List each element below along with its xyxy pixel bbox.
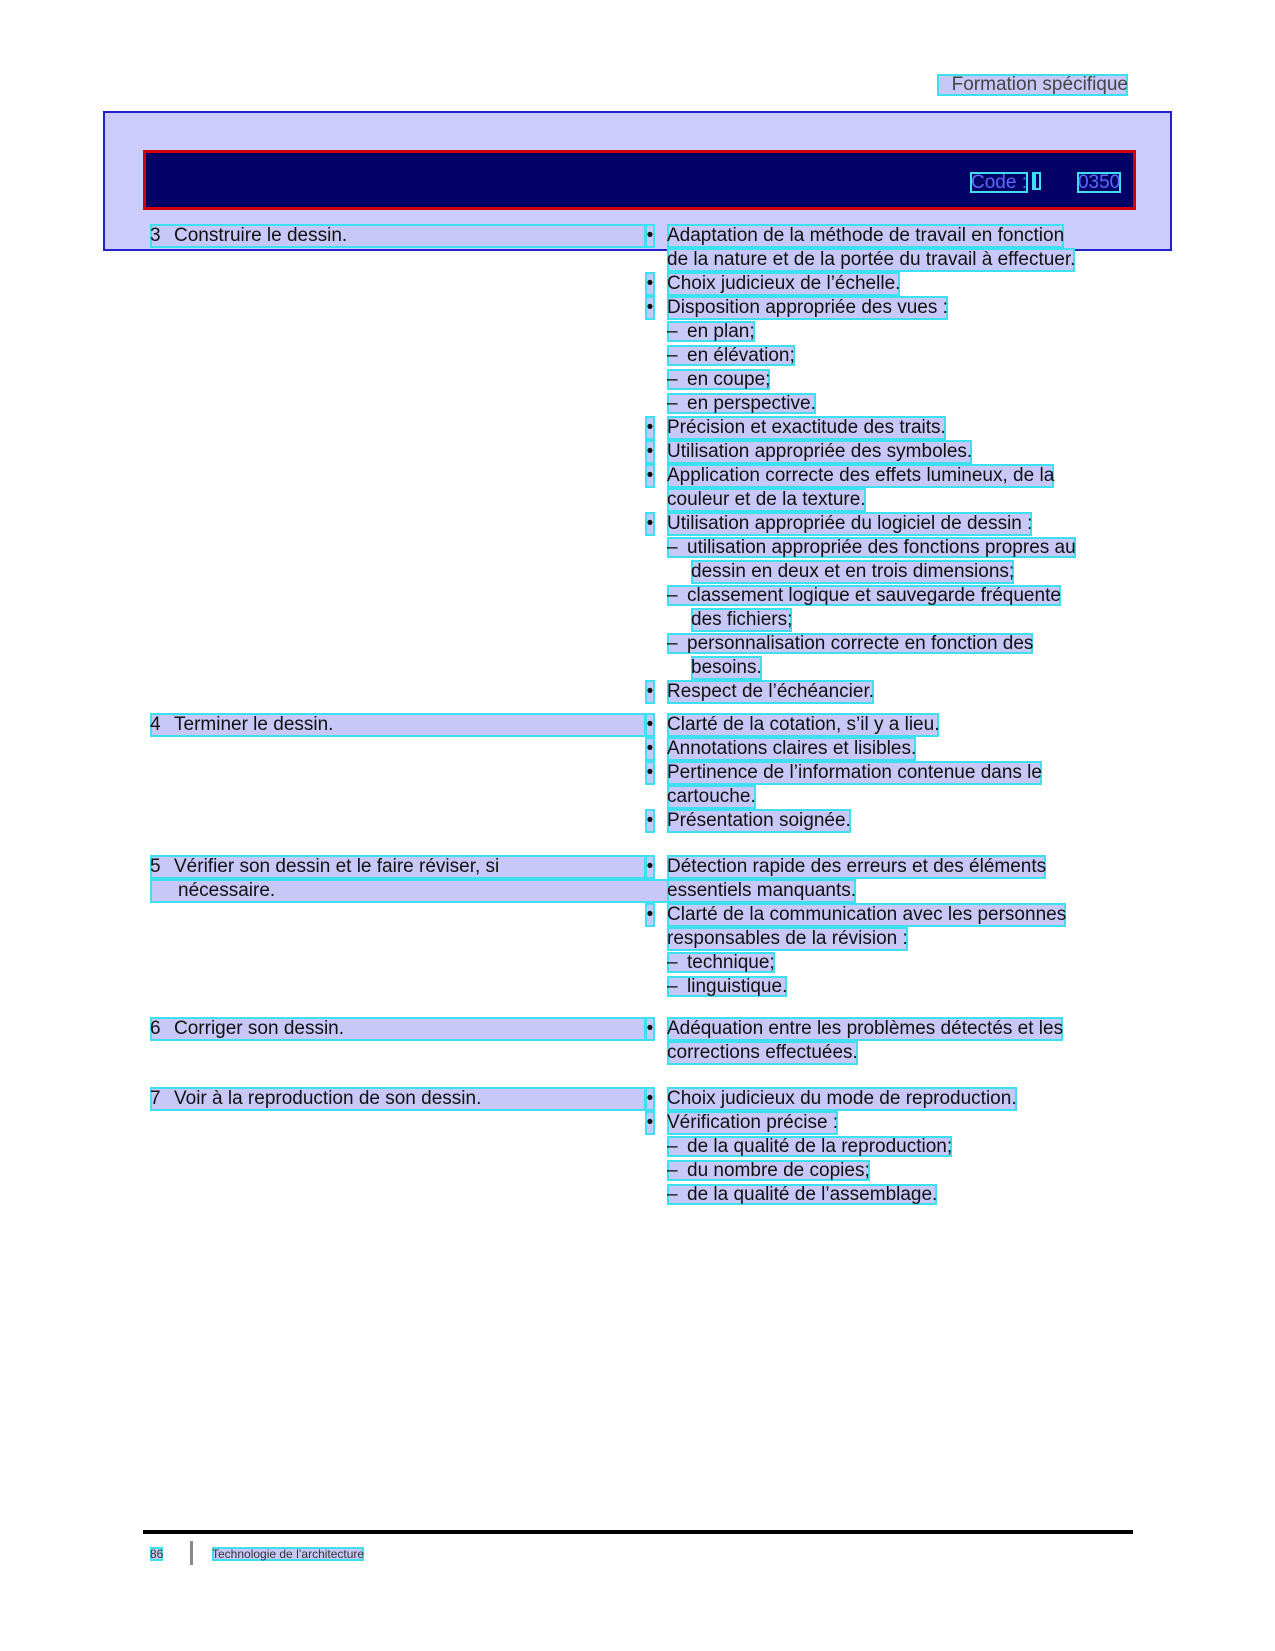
sub-criterion-item [667, 975, 787, 999]
sub-criterion-text: utilisation appropriée des fonctions propres au [687, 537, 1076, 558]
step-label-box [150, 855, 646, 879]
sub-criterion-item [667, 632, 1033, 680]
sub-criterion-item [667, 344, 795, 368]
step-label-box [150, 1087, 646, 1111]
sub-criterion-text: en plan; [687, 321, 755, 342]
dash-icon: – [667, 633, 678, 654]
dash-icon: – [667, 976, 678, 997]
criterion-text: Choix judicieux de l’échelle. [667, 273, 901, 294]
dash-icon: – [667, 369, 678, 390]
step-label-continuation: nécessaire. [150, 879, 674, 903]
criterion-text: Annotations claires et lisibles. [667, 738, 917, 759]
bullet-icon: • [646, 681, 654, 702]
sub-criterion-text: des fichiers; [691, 609, 793, 630]
sub-criterion-item [667, 320, 755, 344]
code-label: Code : [971, 172, 1027, 193]
bullet-icon: • [646, 810, 654, 831]
code-value: 0350 [1077, 172, 1121, 193]
criterion-item [645, 761, 1042, 809]
dash-icon: – [667, 1160, 678, 1181]
step-label: Terminer le dessin. [174, 714, 334, 735]
criterion-text: Détection rapide des erreurs et des éléments [667, 856, 1047, 877]
criterion-item [645, 1087, 1017, 1111]
sub-criterion-item [667, 536, 1076, 584]
sub-criterion-text: du nombre de copies; [687, 1160, 870, 1181]
bullet-icon: • [646, 762, 654, 783]
step-7 [150, 1087, 646, 1111]
criterion-text: couleur et de la texture. [667, 489, 866, 510]
bullet-icon: • [646, 273, 654, 294]
sub-criterion-item [667, 1159, 870, 1183]
step-3 [150, 224, 646, 248]
code-separator [1032, 172, 1041, 190]
step-number: 7 [150, 1088, 161, 1109]
bullet-icon: • [646, 441, 654, 462]
sub-criterion-first-line [667, 633, 1033, 654]
sub-criterion-first-line [667, 1184, 937, 1205]
step-label: Voir à la reproduction de son dessin. [174, 1088, 482, 1109]
step-label-box [150, 1017, 646, 1041]
bullet-icon: • [646, 465, 654, 486]
criterion-text: Respect de l’échéancier. [667, 681, 875, 702]
sub-criterion-text: technique; [687, 952, 775, 973]
bullet-icon: • [646, 1112, 654, 1133]
criterion-item [645, 416, 946, 440]
criterion-item [645, 440, 972, 464]
bullet-icon: • [646, 297, 654, 318]
criterion-item [645, 1111, 838, 1135]
sub-criterion-first-line [667, 585, 1061, 606]
bullet-icon: • [646, 417, 654, 438]
sub-criterion-first-line [667, 1160, 870, 1181]
sub-criterion-text: de la qualité de la reproduction; [687, 1136, 953, 1157]
sub-criterion-item [667, 584, 1061, 632]
criterion-text: Choix judicieux du mode de reproduction. [667, 1088, 1017, 1109]
bullet-icon: • [646, 904, 654, 925]
criterion-text: Adaptation de la méthode de travail en fonction [667, 225, 1065, 246]
sub-criterion-item [667, 1183, 937, 1207]
dash-icon: – [667, 321, 678, 342]
bullet-icon: • [646, 513, 654, 534]
criterion-item [645, 680, 874, 704]
dash-icon: – [667, 952, 678, 973]
criterion-item [645, 464, 1054, 512]
criterion-text: Disposition appropriée des vues : [667, 297, 948, 318]
step-5 [150, 855, 674, 903]
sub-criterion-first-line [667, 321, 755, 342]
footer-page-number: 86 [150, 1547, 164, 1561]
criterion-text: Application correcte des effets lumineux, de la [667, 465, 1055, 486]
criterion-text: Précision et exactitude des traits. [667, 417, 946, 438]
sub-criterion-first-line [667, 1136, 952, 1157]
criterion-text: Vérification précise : [667, 1112, 839, 1133]
step-number: 4 [150, 714, 161, 735]
sub-criterion-text: linguistique. [687, 976, 788, 997]
criterion-item [645, 737, 916, 761]
bullet-icon: • [646, 856, 654, 877]
criterion-text: Présentation soignée. [667, 810, 851, 831]
sub-criterion-first-line [667, 976, 787, 997]
footer-document-title: Technologie de l’architecture [212, 1547, 365, 1561]
dash-icon: – [667, 393, 678, 414]
criterion-text: responsables de la révision : [667, 928, 908, 949]
step-label: Vérifier son dessin et le faire réviser, si [174, 856, 500, 877]
sub-criterion-item [667, 951, 775, 975]
criterion-item [645, 296, 948, 320]
bullet-icon: • [646, 225, 654, 246]
step-6 [150, 1017, 646, 1041]
step-label: Construire le dessin. [174, 225, 348, 246]
criterion-item [645, 903, 1066, 951]
dash-icon: – [667, 585, 678, 606]
criterion-text: Clarté de la communication avec les personnes [667, 904, 1067, 925]
criterion-text: essentiels manquants. [667, 880, 857, 901]
sub-criterion-first-line [667, 393, 816, 414]
step-label: Corriger son dessin. [174, 1018, 345, 1039]
step-number: 3 [150, 225, 161, 246]
step-label-box [150, 224, 646, 248]
sub-criterion-text: de la qualité de l’assemblage. [687, 1184, 938, 1205]
code-field [970, 172, 1121, 194]
dash-icon: – [667, 1136, 678, 1157]
dash-icon: – [667, 1184, 678, 1205]
criterion-item [645, 272, 900, 296]
sub-criterion-text: en perspective. [687, 393, 816, 414]
criterion-item [645, 512, 1032, 536]
sub-criterion-text: classement logique et sauvegarde fréquente [687, 585, 1061, 606]
criterion-text: corrections effectuées. [667, 1042, 858, 1063]
step-number: 5 [150, 856, 161, 877]
step-4 [150, 713, 646, 737]
footer-separator [190, 1541, 193, 1565]
running-header-title: Formation spécifique [937, 74, 1128, 96]
criterion-item [645, 713, 939, 737]
sub-criterion-first-line [667, 952, 775, 973]
dash-icon: – [667, 345, 678, 366]
criterion-text: Clarté de la cotation, s’il y a lieu. [667, 714, 940, 735]
sub-criterion-first-line [667, 537, 1076, 558]
sub-criterion-first-line [667, 345, 795, 366]
criterion-text: Adéquation entre les problèmes détectés et les [667, 1018, 1064, 1039]
criterion-item [645, 1017, 1063, 1065]
sub-criterion-text: personnalisation correcte en fonction des [687, 633, 1034, 654]
footer-rule [143, 1530, 1133, 1534]
bullet-icon: • [646, 1088, 654, 1109]
criterion-text: Utilisation appropriée des symboles. [667, 441, 973, 462]
criterion-item [645, 809, 851, 833]
sub-criterion-text: en coupe; [687, 369, 771, 390]
sub-criterion-text: dessin en deux et en trois dimensions; [691, 561, 1015, 582]
sub-criterion-text: en élévation; [687, 345, 795, 366]
criterion-text: cartouche. [667, 786, 756, 807]
sub-criterion-item [667, 368, 770, 392]
sub-criterion-item [667, 1135, 952, 1159]
criterion-item [645, 224, 1075, 272]
step-label-box [150, 713, 646, 737]
sub-criterion-text: besoins. [691, 657, 762, 678]
sub-criterion-first-line [667, 369, 770, 390]
criterion-text: Utilisation appropriée du logiciel de dessin : [667, 513, 1033, 534]
bullet-icon: • [646, 714, 654, 735]
dash-icon: – [667, 537, 678, 558]
bullet-icon: • [646, 738, 654, 759]
criterion-item [645, 855, 1046, 903]
criterion-text: Pertinence de l’information contenue dans le [667, 762, 1042, 783]
criterion-text: de la nature et de la portée du travail à effectuer. [667, 249, 1076, 270]
bullet-icon: • [646, 1018, 654, 1039]
step-number: 6 [150, 1018, 161, 1039]
sub-criterion-item [667, 392, 816, 416]
